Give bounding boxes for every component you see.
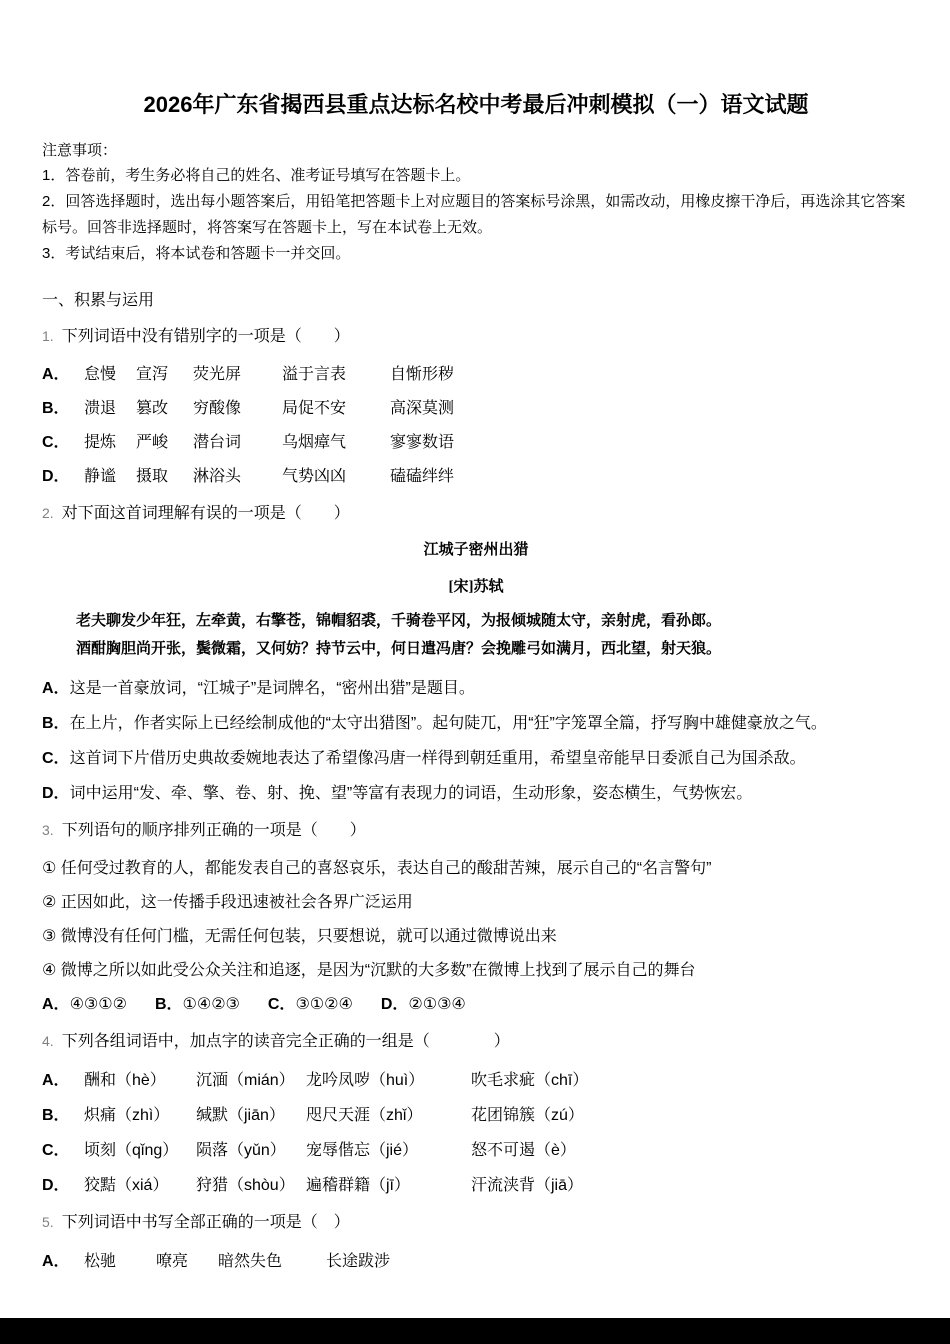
option-text: ③①②④	[295, 996, 353, 1013]
option-word: 寥寥数语	[390, 434, 455, 451]
question-1-number: 1.	[42, 328, 54, 344]
option-word: 咫尺天涯（zhǐ）	[306, 1107, 423, 1124]
option-word: 狡黠（xiá）	[84, 1177, 169, 1194]
option-label: B．	[42, 400, 70, 417]
question-1-text: 下列词语中没有错别字的一项是（ ）	[61, 328, 350, 345]
option-text: 在上片，作者实际上已经绘制成他的“太守出猎图”。起句陡兀，用“狂”字笼罩全篇，抒写胸中雄健豪放之气。	[69, 715, 827, 732]
option-word: 静谧	[84, 468, 117, 485]
option-word: 炽痛（zhì）	[84, 1107, 170, 1124]
option-word: 遍稽群籍（jī）	[306, 1177, 411, 1194]
option-word: 狩猎（shòu）	[196, 1177, 295, 1194]
section-one-heading: 一、积累与运用	[42, 292, 155, 309]
option-label: C．	[42, 1142, 70, 1159]
option-word: 龙吟凤哕（huì）	[306, 1072, 425, 1089]
q3-statement-1: ① 任何受过教育的人，都能发表自己的喜怒哀乐，表达自己的酸甜苦辣，展示自己的“名言警句”	[42, 860, 712, 877]
option-word: 宣泻	[136, 366, 169, 383]
notice-heading: 注意事项：	[42, 142, 118, 159]
option-word: 磕磕绊绊	[390, 468, 455, 485]
option-label: B．	[154, 996, 183, 1013]
q5-option-a	[42, 1244, 910, 1279]
option-label: D．	[42, 785, 70, 802]
option-word: 溃退	[84, 400, 117, 417]
q4-option-d	[42, 1168, 910, 1203]
question-2-text: 对下面这首词理解有误的一项是（ ）	[61, 505, 350, 522]
question-3-stem	[42, 815, 910, 846]
q1-option-a	[42, 358, 910, 392]
option-word: 淋浴头	[193, 468, 242, 485]
notice-section	[42, 138, 910, 267]
q3-answer-c	[268, 988, 353, 1022]
q3-answer-d	[381, 988, 466, 1022]
option-word: 长途跋涉	[326, 1253, 391, 1270]
notice-item: 1．答卷前，考生务必将自己的姓名、准考证号填写在答题卡上。	[42, 167, 471, 184]
option-word: 怒不可遏（è）	[471, 1142, 576, 1159]
q3-answer-b	[155, 988, 240, 1022]
q4-option-a	[42, 1063, 910, 1098]
q3-statement-3: ③ 微博没有任何门槛，无需任何包装，只要想说，就可以通过微博说出来	[42, 928, 557, 945]
option-word: 汗流浃背（jiā）	[471, 1177, 584, 1194]
q2-option-a	[42, 671, 910, 706]
option-text: ④③①②	[69, 996, 127, 1013]
question-3-text: 下列语句的顺序排列正确的一项是（ ）	[61, 822, 366, 839]
option-word: 篡改	[136, 400, 169, 417]
option-word: 严峻	[136, 434, 169, 451]
notice-item: 2．回答选择题时，选出每小题答案后，用铅笔把答题卡上对应题目的答案标号涂黑，如需改动，用橡皮擦干净后，再选涂其它答案标号。回答非选择题时，将答案写在答题卡上，写在本试卷上无效。	[42, 193, 906, 236]
option-label: A．	[42, 1072, 70, 1089]
option-word: 局促不安	[282, 400, 347, 417]
option-word: 宠辱偕忘（jié）	[306, 1142, 419, 1159]
option-word: 怠慢	[84, 366, 117, 383]
option-word: 嘹亮	[156, 1253, 189, 1270]
option-text: ②①③④	[408, 996, 466, 1013]
q2-option-c	[42, 741, 910, 776]
page-bottom-bar	[0, 1318, 950, 1344]
option-label: B．	[42, 1107, 70, 1124]
option-label: C．	[42, 750, 70, 767]
question-4-stem	[42, 1026, 910, 1057]
option-word: 荧光屏	[193, 366, 242, 383]
option-word: 高深莫测	[390, 400, 455, 417]
question-1-stem	[42, 321, 910, 352]
option-word: 气势凶凶	[282, 468, 347, 485]
question-5-stem	[42, 1207, 910, 1238]
option-word: 溢于言表	[282, 366, 347, 383]
option-text: 这首词下片借历史典故委婉地表达了希望像冯唐一样得到朝廷重用，希望皇帝能早日委派自己为国杀敌。	[69, 750, 806, 767]
option-word: 花团锦簇（zú）	[471, 1107, 584, 1124]
poem-block	[42, 537, 910, 663]
notice-item: 3．考试结束后，将本试卷和答题卡一并交回。	[42, 245, 351, 262]
poem-title: 江城子密州出猎	[423, 542, 529, 558]
option-word: 穷酸像	[193, 400, 242, 417]
option-label: A．	[42, 996, 70, 1013]
question-3-number: 3.	[42, 822, 54, 838]
option-word: 缄默（jiān）	[196, 1107, 285, 1124]
option-word: 顷刻（qǐng）	[84, 1142, 179, 1159]
option-text: 词中运用“发、牵、擎、卷、射、挽、望”等富有表现力的词语，生动形象，姿态横生，气势恢宏。	[69, 785, 753, 802]
q3-answer-a	[42, 988, 127, 1022]
option-word: 陨落（yǔn）	[196, 1142, 286, 1159]
question-4-text: 下列各组词语中，加点字的读音完全正确的一组是（ ）	[61, 1033, 510, 1050]
option-word: 摄取	[136, 468, 169, 485]
question-5-text: 下列词语中书写全部正确的一项是（ ）	[61, 1214, 350, 1231]
q2-option-d	[42, 776, 910, 811]
option-label: D．	[42, 468, 70, 485]
q3-statement-2: ② 正因如此，这一传播手段迅速被社会各界广泛运用	[42, 894, 413, 911]
question-4-number: 4.	[42, 1033, 54, 1049]
option-word: 酬和（hè）	[84, 1072, 166, 1089]
page-title: 2026年广东省揭西县重点达标名校中考最后冲刺模拟（一）语文试题	[143, 92, 809, 117]
option-word: 暗然失色	[218, 1253, 283, 1270]
option-word: 潜台词	[193, 434, 242, 451]
poem-line: 老夫聊发少年狂，左牵黄，右擎苍，锦帽貂裘，千骑卷平冈，为报倾城随太守，亲射虎，看孙郎。	[76, 613, 722, 629]
question-5-number: 5.	[42, 1214, 54, 1230]
option-word: 乌烟瘴气	[282, 434, 347, 451]
option-word: 提炼	[84, 434, 117, 451]
q2-option-b	[42, 706, 910, 741]
q1-option-b	[42, 392, 910, 426]
option-label: A．	[42, 1253, 70, 1270]
q4-option-b	[42, 1098, 910, 1133]
option-label: C．	[42, 434, 70, 451]
option-label: C．	[267, 996, 296, 1013]
question-2-stem	[42, 498, 910, 529]
q3-answer-row	[42, 988, 910, 1022]
option-label: A．	[42, 366, 70, 383]
option-word: 松驰	[84, 1253, 117, 1270]
option-text: ①④②③	[182, 996, 240, 1013]
question-2-number: 2.	[42, 505, 54, 521]
q1-option-d	[42, 460, 910, 494]
option-label: B．	[42, 715, 70, 732]
q1-option-c	[42, 426, 910, 460]
option-word: 自惭形秽	[390, 366, 455, 383]
poem-line: 酒酣胸胆尚开张，鬓微霜，又何妨？持节云中，何日遣冯唐？会挽雕弓如满月，西北望，射天狼。	[76, 641, 722, 657]
option-text: 这是一首豪放词，“江城子”是词牌名，“密州出猎”是题目。	[69, 680, 475, 697]
option-label: D．	[380, 996, 409, 1013]
option-word: 吹毛求疵（chī）	[471, 1072, 589, 1089]
q4-option-c	[42, 1133, 910, 1168]
option-label: D．	[42, 1177, 70, 1194]
q3-statement-4: ④ 微博之所以如此受公众关注和追逐，是因为“沉默的大多数”在微博上找到了展示自己的舞台	[42, 962, 696, 979]
option-word: 沉湎（mián）	[196, 1072, 295, 1089]
poem-author: [宋]苏轼	[448, 579, 504, 595]
option-label: A．	[42, 680, 70, 697]
